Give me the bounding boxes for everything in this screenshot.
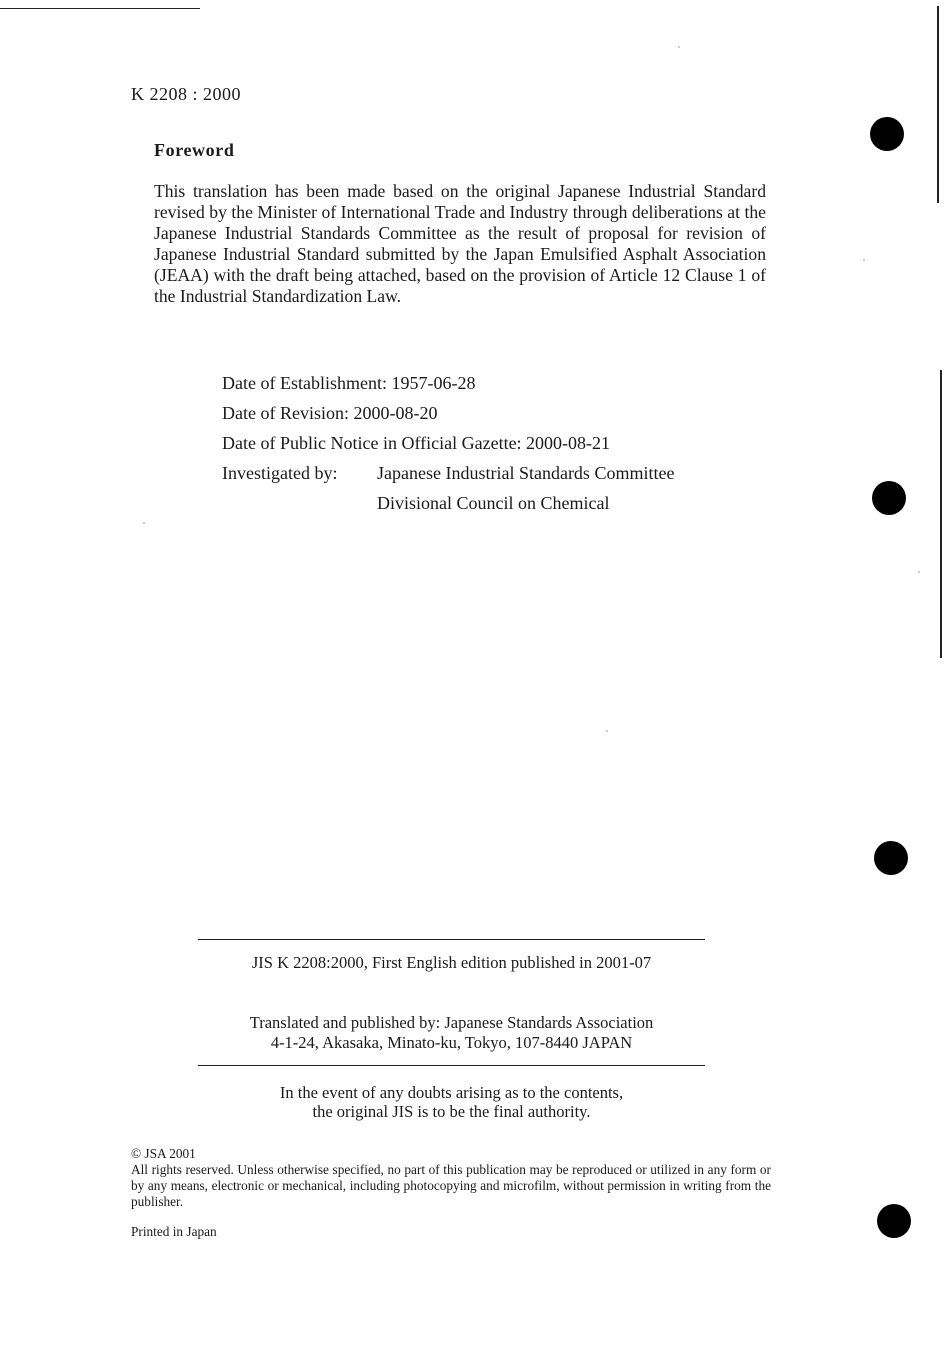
punch-hole	[870, 117, 904, 151]
authority-note-line2: the original JIS is to be the final authority.	[312, 1102, 591, 1121]
foreword-body: This translation has been made based on the original Japanese Industrial Standard revised by the Minister of International Trade and Industry through deliberations at the Japanese Industrial Standards Committee as the result of proposal for revision of Japanese Industrial Standard submitted by the Japan Emulsified Asphalt Association (JEAA) with the draft being attached, based on the provision of Article 12 Clause 1 of the Industrial Standardization Law.	[154, 181, 766, 307]
authority-note-line1: In the event of any doubts arising as to the contents,	[279, 1083, 624, 1102]
punch-hole	[874, 841, 908, 875]
scan-speck	[606, 730, 608, 732]
rights-statement: All rights reserved. Unless otherwise specified, no part of this publication may be reproduced or utilized in any form or by any means, electronic or mechanical, including photocopying and microfilm, without permission in writing from the publisher.	[131, 1162, 771, 1209]
copyright-block	[131, 1146, 771, 1210]
scan-speck	[918, 571, 920, 573]
scan-right-edge-upper	[937, 6, 939, 203]
scan-right-edge-lower	[940, 370, 942, 658]
publisher-address: 4-1-24, Akasaka, Minato-ku, Tokyo, 107-8440 JAPAN	[270, 1033, 633, 1052]
copyright-notice: © JSA 2001	[131, 1146, 196, 1161]
punch-hole	[877, 1204, 911, 1238]
printed-in: Printed in Japan	[131, 1224, 217, 1239]
punch-hole	[872, 481, 906, 515]
scan-top-line	[0, 8, 200, 9]
divider-top	[198, 939, 705, 940]
divider-bottom	[198, 1065, 705, 1066]
edition-line: JIS K 2208:2000, First English edition published in 2001-07	[251, 953, 652, 972]
investigated-by-council: Divisional Council on Chemical	[377, 493, 610, 513]
date-establishment: Date of Establishment: 1957-06-28	[222, 373, 476, 393]
document-id: K 2208 : 2000	[131, 84, 241, 104]
date-public-notice: Date of Public Notice in Official Gazette: 2000-08-21	[222, 433, 611, 453]
scan-speck	[678, 46, 680, 48]
scan-speck	[143, 522, 145, 524]
date-revision: Date of Revision: 2000-08-20	[222, 403, 438, 423]
investigated-by-row	[222, 458, 674, 488]
foreword-title: Foreword	[154, 140, 235, 160]
scan-speck	[863, 259, 865, 261]
investigated-by-label: Investigated by:	[222, 463, 338, 483]
investigated-by-committee: Japanese Industrial Standards Committee	[377, 463, 675, 483]
dates-block	[222, 368, 674, 518]
translated-by-line: Translated and published by: Japanese Standards Association	[249, 1013, 654, 1032]
